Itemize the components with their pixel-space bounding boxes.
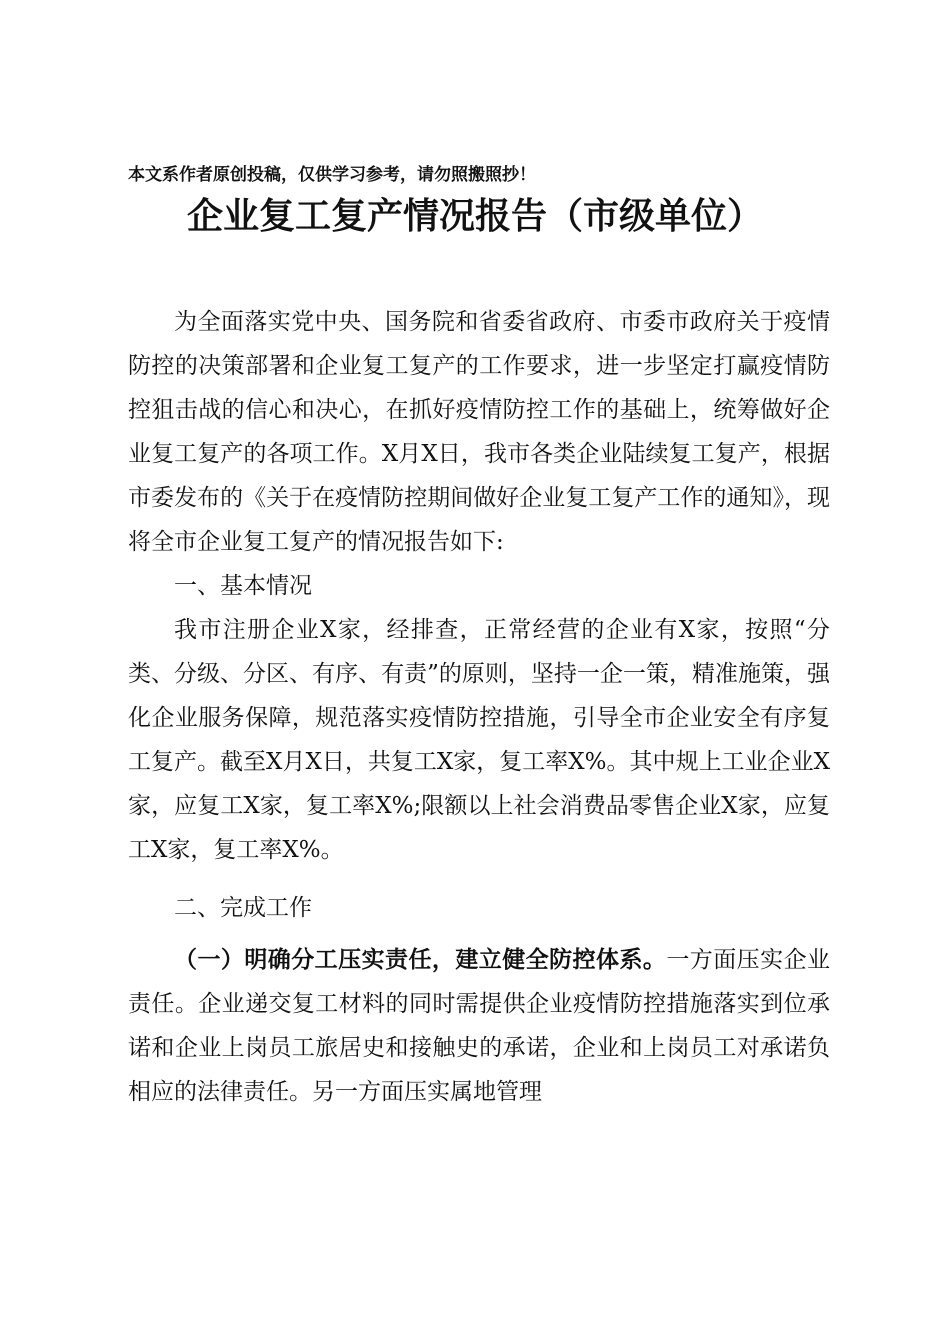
copyright-notice: 本文系作者原创投稿，仅供学习参考，请勿照搬照抄！: [128, 165, 536, 185]
section-heading-basic: 一、基本情况: [174, 573, 312, 599]
item-lead-text: （一）明确分工压实责任，建立健全防控体系。: [174, 947, 667, 973]
intro-paragraph: 为全面落实党中央、国务院和省委省政府、市委市政府关于疫情防控的决策部署和企业复工复产的工作要求，进一步坚定打赢疫情防控狙击战的信心和决心，在抓好疫情防控工作的基础上，统筹做好企业复工复产的各项工作。X月X日，我市各类企业陆续复工复产，根据市委发布的《关于在疫情防控期间做好企业复工复产工作的通知》，现将全市企业复工复产的情况报告如下:: [128, 309, 830, 555]
document-title: 企业复工复产情况报告（市级单位）: [186, 195, 763, 237]
item-body-text: 一方面压实企业责任。企业递交复工材料的同时需提供企业疫情防控措施落实到位承诺和企业上岗员工旅居史和接触史的承诺，企业和上岗员工对承诺负相应的法律责任。另一方面压实属地管理: [128, 947, 831, 1105]
section-heading-completed: 二、完成工作: [174, 895, 312, 921]
basic-situation-paragraph: 我市注册企业X家，经排查，正常经营的企业有X家，按照“分类、分级、分区、有序、有责”的原则，坚持一企一策，精准施策，强化企业服务保障，规范落实疫情防控措施，引导全市企业安全有序复工复产。截至X月X日，共复工X家，复工率X%。其中规上工业企业X家，应复工X家，复工率X%;限额以上社会消费品零售企业X家，应复工X家，复工率X%。: [128, 617, 830, 863]
completed-work-paragraph: [128, 938, 830, 1114]
document-body: [128, 300, 830, 1114]
